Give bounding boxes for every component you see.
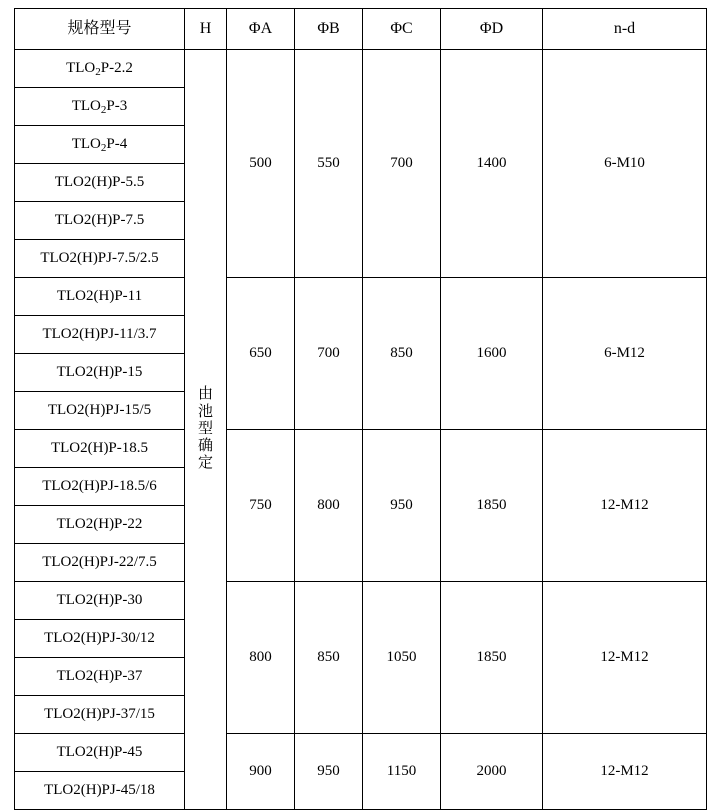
model-label: TLO2(H)PJ-15/5 <box>47 401 152 418</box>
table-row <box>15 50 707 88</box>
value-phi-d: 1850 <box>441 582 543 734</box>
model-cell <box>15 88 185 126</box>
model-cell <box>15 202 185 240</box>
value-phi-b: 800 <box>295 430 363 582</box>
model-label: $TLO_2P-3$ <box>71 97 128 116</box>
model-label: TLO2(H)PJ-11/3.7 <box>42 325 157 342</box>
model-label: TLO2(H)PJ-37/15 <box>44 705 155 722</box>
value-phi-a: 750 <box>227 430 295 582</box>
model-cell <box>15 164 185 202</box>
value-phi-c: 950 <box>363 430 441 582</box>
table-row <box>15 734 707 772</box>
model-cell <box>15 430 185 468</box>
h-char: 型 <box>197 420 213 437</box>
value-phi-a: 900 <box>227 734 295 810</box>
table-row <box>15 278 707 316</box>
table-row <box>15 582 707 620</box>
value-phi-a: 650 <box>227 278 295 430</box>
model-cell <box>15 734 185 772</box>
model-label: TLO2(H)P-11 <box>56 287 143 304</box>
value-n-d: 6-M12 <box>543 278 707 430</box>
h-char: 由 <box>197 386 213 403</box>
model-cell <box>15 278 185 316</box>
header-phi-d: ΦD <box>441 9 543 50</box>
value-phi-d: 2000 <box>441 734 543 810</box>
model-label: TLO2(H)P-22 <box>56 515 143 532</box>
h-char: 定 <box>197 455 213 472</box>
model-cell <box>15 620 185 658</box>
model-label: TLO2(H)P-15 <box>56 363 143 380</box>
model-label: $TLO_2P-4$ <box>71 135 128 154</box>
header-n-d: n-d <box>543 9 707 50</box>
model-cell <box>15 582 185 620</box>
model-cell <box>15 772 185 810</box>
value-phi-c: 850 <box>363 278 441 430</box>
h-char: 池 <box>197 403 213 420</box>
model-label: TLO2(H)P-5.5 <box>54 173 145 190</box>
value-phi-a: 500 <box>227 50 295 278</box>
header-phi-a: ΦA <box>227 9 295 50</box>
value-n-d: 6-M10 <box>543 50 707 278</box>
value-n-d: 12-M12 <box>543 430 707 582</box>
model-label: TLO2(H)P-18.5 <box>50 439 149 456</box>
model-label: TLO2(H)PJ-30/12 <box>44 629 155 646</box>
table-row <box>15 430 707 468</box>
model-label: TLO2(H)PJ-22/7.5 <box>42 553 157 570</box>
model-cell <box>15 544 185 582</box>
value-phi-c: 1050 <box>363 582 441 734</box>
model-label: TLO2(H)PJ-45/18 <box>44 781 155 798</box>
model-cell <box>15 354 185 392</box>
model-label: TLO2(H)P-7.5 <box>54 211 145 228</box>
table-header-row <box>15 9 707 50</box>
value-phi-b: 550 <box>295 50 363 278</box>
specification-table <box>14 8 707 810</box>
model-cell <box>15 468 185 506</box>
value-phi-a: 800 <box>227 582 295 734</box>
h-char: 确 <box>197 438 213 455</box>
value-n-d: 12-M12 <box>543 582 707 734</box>
value-phi-d: 1850 <box>441 430 543 582</box>
model-label: TLO2(H)P-45 <box>56 743 143 760</box>
header-phi-c: ΦC <box>363 9 441 50</box>
value-phi-c: 700 <box>363 50 441 278</box>
model-label: TLO2(H)PJ-18.5/6 <box>42 477 157 494</box>
model-cell <box>15 392 185 430</box>
model-cell <box>15 316 185 354</box>
header-model: 规格型号 <box>15 9 185 50</box>
value-phi-b: 950 <box>295 734 363 810</box>
model-label: $TLO_2P-2.2$ <box>66 59 133 78</box>
model-cell <box>15 506 185 544</box>
model-cell <box>15 658 185 696</box>
value-phi-d: 1400 <box>441 50 543 278</box>
model-cell <box>15 696 185 734</box>
model-label: TLO2(H)PJ-7.5/2.5 <box>40 249 159 266</box>
model-cell <box>15 126 185 164</box>
header-phi-b: ΦB <box>295 9 363 50</box>
value-phi-d: 1600 <box>441 278 543 430</box>
model-cell <box>15 240 185 278</box>
value-n-d: 12-M12 <box>543 734 707 810</box>
value-phi-c: 1150 <box>363 734 441 810</box>
header-h: H <box>185 9 227 50</box>
model-label: TLO2(H)P-37 <box>56 667 143 684</box>
model-label: TLO2(H)P-30 <box>56 591 143 608</box>
h-merged-cell <box>185 50 227 810</box>
model-cell <box>15 50 185 88</box>
value-phi-b: 700 <box>295 278 363 430</box>
value-phi-b: 850 <box>295 582 363 734</box>
